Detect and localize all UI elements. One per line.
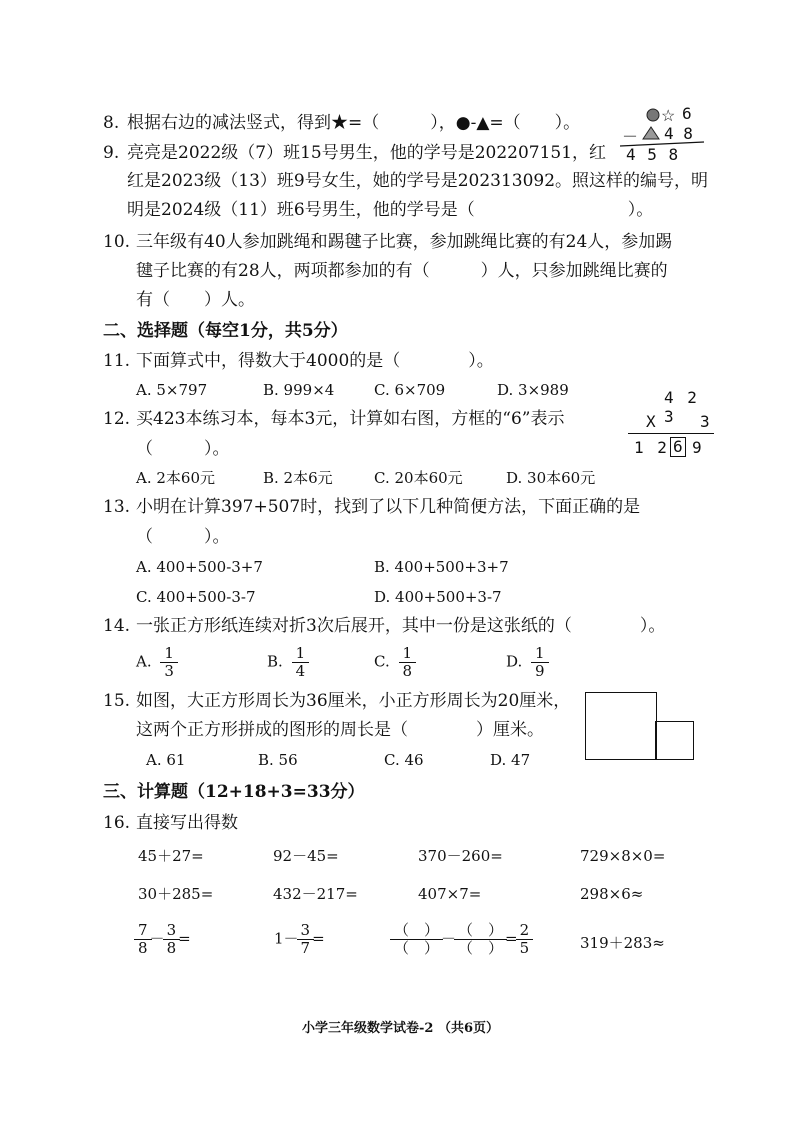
- q13-option-b: B. 400+500+3+7: [374, 558, 509, 576]
- q16-item-5: 30＋285=: [138, 885, 214, 903]
- fraction-numerator: （ ）: [458, 921, 504, 939]
- q16-number: 16.: [103, 813, 131, 833]
- q9-number: 9.: [103, 143, 120, 163]
- q9-line2: 红是2023级（13）班9号女生，她的学号是202313092。照这样的编号，明: [127, 171, 709, 191]
- q11-option-b: B. 999×4: [263, 381, 335, 399]
- q8-fig-minus: －: [622, 127, 639, 146]
- q16-item-2: 92－45=: [273, 847, 339, 865]
- q9-line1: 亮亮是2022级（7）班15号男生，他的学号是202207151，红: [127, 143, 607, 163]
- fraction-numerator: （ ）: [394, 921, 440, 939]
- q12-fig-times-sign: X: [646, 412, 656, 431]
- fraction-denominator: 3: [164, 662, 174, 680]
- fraction-numerator: 1: [402, 644, 413, 662]
- section-3-heading: 三、计算题（12+18+3=33分）: [103, 782, 365, 802]
- fraction: [136, 922, 150, 957]
- q14-option-b: [267, 645, 307, 680]
- q15-option-c: C. 46: [384, 751, 424, 769]
- q16-item-3: 370－260=: [418, 847, 503, 865]
- q13-option-c: C. 400+500-3-7: [136, 588, 256, 606]
- q8-fig-digit-top: 6: [682, 104, 692, 123]
- q11-number: 11.: [103, 351, 131, 371]
- fraction-numerator: 3: [166, 921, 177, 939]
- q14-option-a-label: A.: [136, 652, 152, 671]
- q10-line1: 三年级有40人参加跳绳和踢毽子比赛，参加跳绳比赛的有24人，参加踢: [136, 232, 673, 252]
- star-icon: ☆: [661, 106, 676, 125]
- q8-text: 根据右边的减法竖式，得到★=（ ），●-▲=（ ）。: [127, 113, 581, 133]
- q13-line2: （ ）。: [136, 527, 230, 547]
- triangle-icon: [643, 127, 659, 139]
- q8-fig-result: 4 5 8: [626, 145, 680, 164]
- q15-option-b: B. 56: [258, 751, 298, 769]
- q16-item-11: [392, 922, 531, 957]
- q16-item-8: 298×6≈: [580, 885, 644, 903]
- q13-option-d: D. 400+500+3-7: [374, 588, 502, 606]
- q12-fig-multiplier: 3: [700, 412, 710, 431]
- fraction-denominator: （ ）: [458, 939, 504, 957]
- equals-sign: =: [505, 929, 518, 948]
- q14-option-d-fraction: [533, 645, 547, 680]
- fraction-denominator: 9: [535, 662, 545, 680]
- q12-fig-result-end: 9: [692, 438, 702, 457]
- fraction-denominator: （ ）: [394, 939, 440, 957]
- q16-item-7: 407×7=: [418, 885, 482, 903]
- q15-small-square: [655, 721, 694, 760]
- q14-number: 14.: [103, 616, 131, 636]
- q14-option-a-fraction: [162, 645, 176, 680]
- q15-option-a: A. 61: [146, 751, 186, 769]
- page-footer: 小学三年级数学试卷-2 （共6页）: [302, 1021, 500, 1036]
- q12-option-d: D. 30本60元: [506, 469, 596, 487]
- q16-item-12: 319＋283≈: [580, 934, 665, 952]
- q8-subtraction-figure: [620, 104, 710, 164]
- fraction-denominator: 8: [402, 662, 413, 680]
- fraction-numerator: 7: [138, 921, 148, 939]
- q9-line3: 明是2024级（11）班6号男生，他的学号是（ ）。: [127, 200, 654, 220]
- q14-option-a: [136, 645, 176, 680]
- fraction-numerator: 3: [300, 921, 311, 939]
- q12-option-c: C. 20本60元: [374, 469, 463, 487]
- fraction-denominator: 8: [138, 939, 148, 957]
- whole-part: 1－: [274, 929, 299, 948]
- q12-line2: （ ）。: [136, 439, 230, 459]
- q15-line1: 如图，大正方形周长为36厘米，小正方形周长为20厘米，: [136, 691, 571, 711]
- operator: －: [441, 929, 457, 948]
- q12-option-a: A. 2本60元: [136, 469, 215, 487]
- circle-icon: [647, 109, 659, 121]
- fraction: [165, 922, 179, 957]
- fraction: [299, 922, 313, 957]
- equals-sign: =: [312, 929, 325, 948]
- q14-option-b-label: B.: [267, 652, 283, 671]
- q16-item-10: [274, 922, 325, 957]
- q16-item-4: 729×8×0=: [580, 847, 666, 865]
- q15-number: 15.: [103, 691, 131, 711]
- q12-number: 12.: [103, 409, 131, 429]
- q14-option-c-label: C.: [374, 652, 390, 671]
- fraction-denominator: 7: [300, 939, 311, 957]
- fraction-denominator: 8: [166, 939, 177, 957]
- q13-number: 13.: [103, 497, 131, 517]
- fraction: [518, 922, 532, 957]
- q15-option-d: D. 47: [490, 751, 531, 769]
- fraction-numerator: 2: [519, 921, 530, 939]
- q15-line2: 这两个正方形拼成的图形的周长是（ ）厘米。: [136, 720, 544, 740]
- q14-option-d: [506, 645, 547, 680]
- q12-fig-result-start: 1 2: [634, 438, 669, 457]
- q8-number: 8.: [103, 113, 120, 133]
- q10-line3: 有（ ）人。: [136, 290, 255, 310]
- q11-text: 下面算式中，得数大于4000的是（ ）。: [136, 351, 494, 371]
- q12-option-b: B. 2本6元: [263, 469, 333, 487]
- q12-multiplication-figure: [628, 388, 718, 462]
- q14-option-d-label: D.: [506, 652, 523, 671]
- q14-option-c-fraction: [401, 645, 415, 680]
- fraction-numerator: 1: [164, 644, 174, 662]
- q15-large-square: [585, 692, 657, 760]
- q12-fig-boxed-digit: 6: [670, 437, 686, 457]
- operator: －: [149, 929, 165, 948]
- fraction: [392, 922, 441, 957]
- q11-option-d: D. 3×989: [497, 381, 569, 399]
- q11-option-c: C. 6×709: [374, 381, 446, 399]
- q13-line1: 小明在计算397+507时，找到了以下几种简便方法，下面正确的是: [136, 497, 641, 517]
- q10-number: 10.: [103, 232, 131, 252]
- q16-item-6: 432－217=: [273, 885, 358, 903]
- q14-text: 一张正方形纸连续对折3次后展开，其中一份是这张纸的（ ）。: [136, 616, 666, 636]
- fraction-numerator: 1: [535, 644, 545, 662]
- q12-fig-top: 4 2 3: [664, 388, 699, 426]
- q14-option-b-fraction: [294, 645, 308, 680]
- q12-rule-line: [628, 433, 714, 434]
- q12-line1: 买423本练习本，每本3元，计算如右图，方框的“6”表示: [136, 409, 565, 429]
- q16-title: 直接写出得数: [136, 813, 238, 833]
- q16-item-9: [136, 922, 191, 957]
- fraction-denominator: 4: [295, 662, 306, 680]
- section-2-heading: 二、选择题（每空1分，共5分）: [103, 321, 348, 341]
- fraction-numerator: 1: [295, 644, 306, 662]
- q10-line2: 毽子比赛的有28人，两项都参加的有（ ）人，只参加跳绳比赛的: [136, 261, 668, 281]
- q8-fig-subtrahend: 4 8: [664, 124, 693, 143]
- equals-sign: =: [178, 929, 191, 948]
- fraction-denominator: 5: [519, 939, 530, 957]
- q16-item-1: 45＋27=: [138, 847, 204, 865]
- q13-option-a: A. 400+500-3+7: [136, 558, 263, 576]
- q14-option-c: [374, 645, 414, 680]
- q11-option-a: A. 5×797: [136, 381, 208, 399]
- fraction: [456, 922, 505, 957]
